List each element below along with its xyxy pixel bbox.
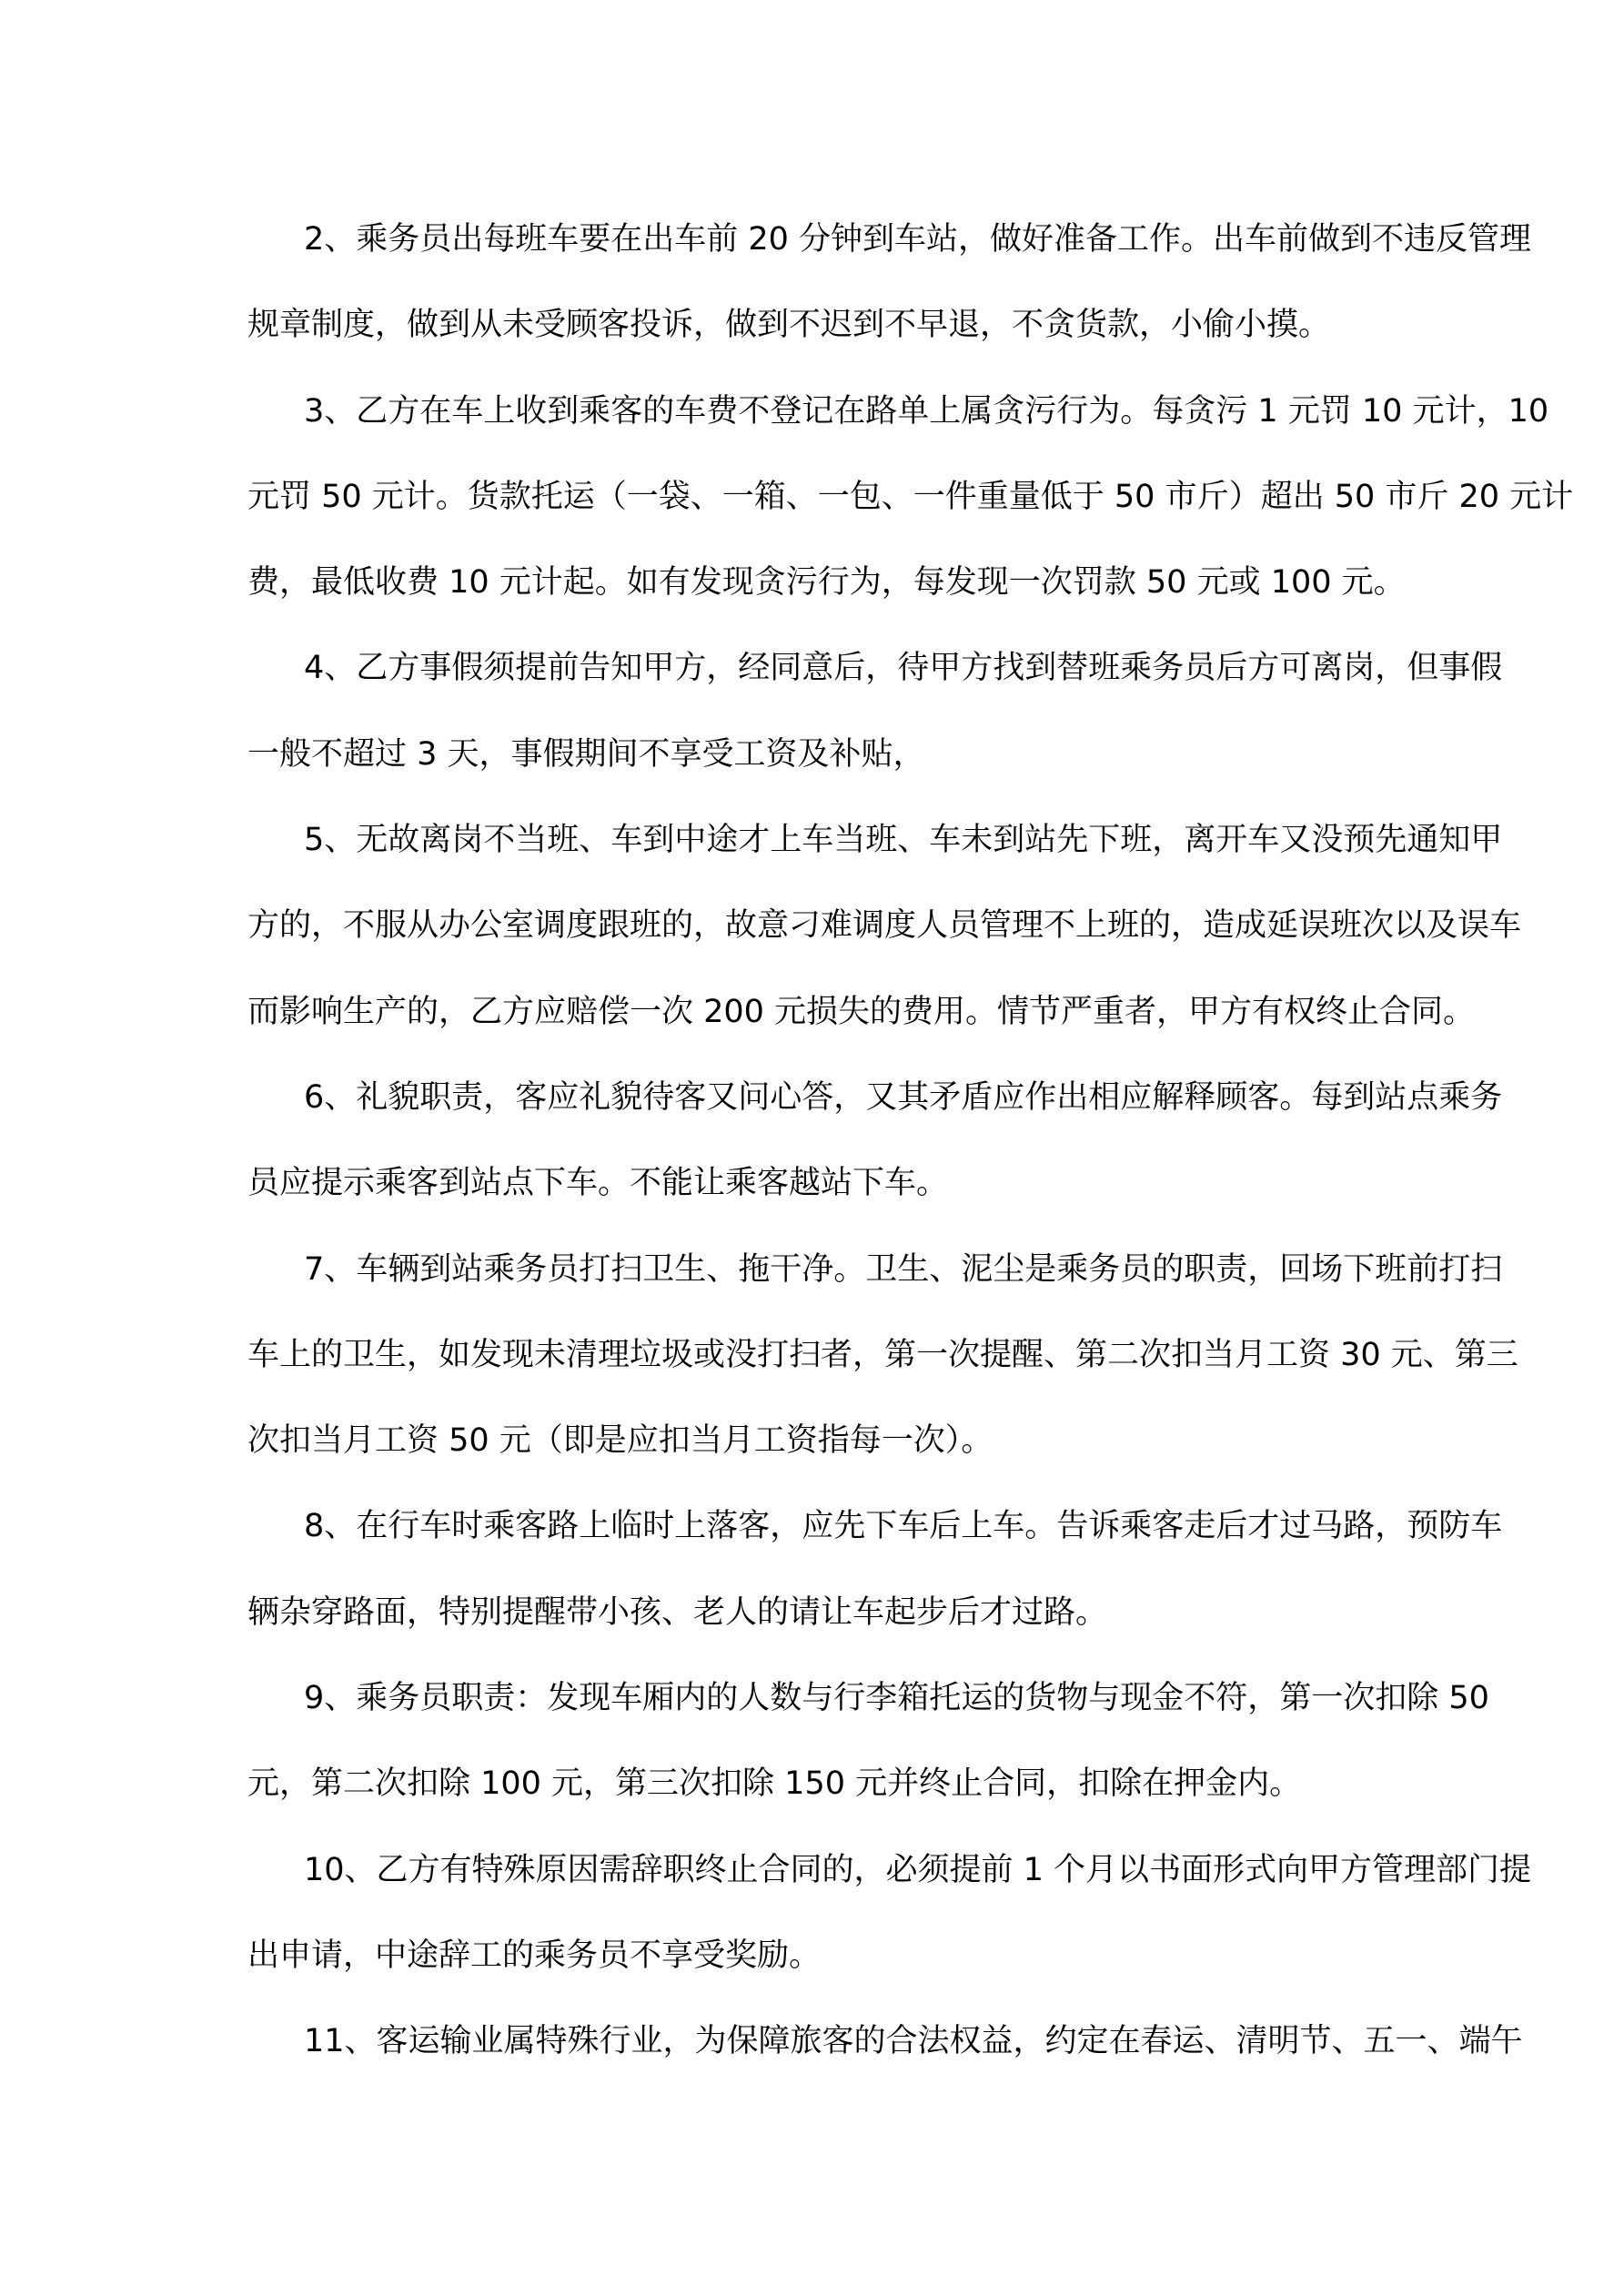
paragraph-item-2 bbox=[247, 217, 1532, 389]
text-line: 费，最低收费 10 元计起。如有发现贪污行为，每发现一次罚款 50 元或 100 元。 bbox=[247, 564, 1406, 602]
document-body bbox=[247, 217, 1574, 2106]
paragraph-item-6 bbox=[247, 1076, 1503, 1248]
text-line: 方的，不服从办公室调度跟班的，故意刁难调度人员管理不上班的，造成延误班次以及误车 bbox=[247, 907, 1522, 945]
paragraph-item-5 bbox=[247, 818, 1522, 1076]
text-line: 员应提示乘客到站点下车。不能让乘客越站下车。 bbox=[247, 1165, 949, 1202]
text-line: 3、乙方在车上收到乘客的车费不登记在路单上属贪污行为。每贪污 1 元罚 10 元计，10 bbox=[304, 392, 1549, 430]
text-line: 规章制度，做到从未受顾客投诉，做到不迟到不早退，不贪货款，小偷小摸。 bbox=[247, 307, 1331, 344]
text-line: 而影响生产的，乙方应赔偿一次 200 元损失的费用。情节严重者，甲方有权终止合同。 bbox=[247, 993, 1476, 1030]
paragraph-item-3 bbox=[247, 389, 1574, 647]
text-line: 一般不超过 3 天，事假期间不享受工资及补贴， bbox=[247, 735, 925, 773]
text-line: 元，第二次扣除 100 元，第三次扣除 150 元并终止合同，扣除在押金内。 bbox=[247, 1765, 1302, 1803]
paragraph-item-8 bbox=[247, 1504, 1503, 1676]
text-line: 次扣当月工资 50 元（即是应扣当月工资指每一次）。 bbox=[247, 1422, 994, 1460]
text-line: 9、乘务员职责：发现车厢内的人数与行李箱托运的货物与现金不符，第一次扣除 50 bbox=[304, 1680, 1489, 1717]
text-line: 2、乘务员出每班车要在出车前 20 分钟到车站，做好准备工作。出车前做到不违反管理 bbox=[304, 221, 1532, 258]
text-line: 5、无故离岗不当班、车到中途才上车当班、车未到站先下班，离开车又没预先通知甲 bbox=[304, 822, 1503, 859]
paragraph-item-10 bbox=[247, 1848, 1532, 2020]
paragraph-item-9 bbox=[247, 1676, 1489, 1848]
text-line: 8、在行车时乘客路上临时上落客，应先下车后上车。告诉乘客走后才过马路，预防车 bbox=[304, 1508, 1503, 1545]
paragraph-item-4 bbox=[247, 646, 1503, 818]
text-line: 11、客运输业属特殊行业，为保障旅客的合法权益，约定在春运、清明节、五一、端午 bbox=[304, 2023, 1523, 2060]
paragraph-item-7 bbox=[247, 1248, 1518, 1505]
text-line: 7、车辆到站乘务员打扫卫生、拖干净。卫生、泥尘是乘务员的职责，回场下班前打扫 bbox=[304, 1250, 1503, 1288]
text-line: 出申请，中途辞工的乘务员不享受奖励。 bbox=[247, 1937, 822, 1974]
text-line: 车上的卫生，如发现未清理垃圾或没打扫者，第一次提醒、第二次扣当月工资 30 元、第三 bbox=[247, 1336, 1518, 1373]
text-line: 辆杂穿路面，特别提醒带小孩、老人的请让车起步后才过路。 bbox=[247, 1593, 1108, 1631]
text-line: 10、乙方有特殊原因需辞职终止合同的，必须提前 1 个月以书面形式向甲方管理部门提 bbox=[304, 1851, 1532, 1888]
text-line: 6、礼貌职责，客应礼貌待客又问心答，又其矛盾应作出相应解释顾客。每到站点乘务 bbox=[304, 1078, 1503, 1116]
text-line: 4、乙方事假须提前告知甲方，经同意后，待甲方找到替班乘务员后方可离岗，但事假 bbox=[304, 650, 1503, 687]
text-line: 元罚 50 元计。货款托运（一袋、一箱、一包、一件重量低于 50 市斤）超出 50 市斤 20 元计 bbox=[247, 478, 1574, 515]
paragraph-item-11 bbox=[247, 2019, 1523, 2105]
